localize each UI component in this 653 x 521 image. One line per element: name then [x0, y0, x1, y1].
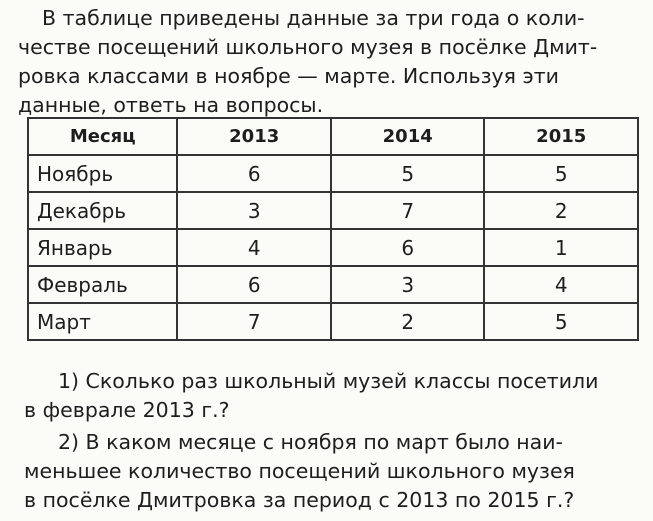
month-cell: Декабрь [28, 192, 177, 229]
value-cell: 6 [177, 155, 331, 192]
table-row [28, 155, 638, 192]
value-cell: 5 [484, 155, 638, 192]
value-cell: 6 [177, 266, 331, 303]
header-month: Месяц [28, 118, 177, 155]
value-cell: 5 [331, 155, 485, 192]
header-2013: 2013 [177, 118, 331, 155]
month-cell: Январь [28, 229, 177, 266]
value-cell: 7 [177, 303, 331, 340]
value-cell: 4 [177, 229, 331, 266]
question-2-line-1: 2) В каком месяце с ноября по март было наи- [58, 430, 563, 454]
table-header-row [28, 118, 638, 155]
question-2 [24, 428, 632, 515]
value-cell: 5 [484, 303, 638, 340]
table-row [28, 303, 638, 340]
value-cell: 2 [484, 192, 638, 229]
museum-visits-table [27, 117, 639, 341]
question-2-line-3: в посёлке Дмитровка за период с 2013 по 2015 г.? [24, 488, 575, 512]
value-cell: 7 [331, 192, 485, 229]
intro-text [18, 4, 636, 120]
intro-line-4: данные, ответь на вопросы. [18, 93, 324, 117]
question-1-line-2: в феврале 2013 г.? [24, 398, 230, 422]
month-cell: Март [28, 303, 177, 340]
question-1-line-1: 1) Сколько раз школьный музей классы посетили [58, 369, 599, 393]
question-2-line-2: меньшее количество посещений школьного музея [24, 459, 575, 483]
value-cell: 3 [177, 192, 331, 229]
table-row [28, 266, 638, 303]
question-1 [24, 367, 632, 425]
intro-line-3: ровка классами в ноябре — марте. Используя эти [18, 64, 559, 88]
table-row [28, 229, 638, 266]
header-2015: 2015 [484, 118, 638, 155]
header-2014: 2014 [331, 118, 485, 155]
month-cell: Февраль [28, 266, 177, 303]
value-cell: 2 [331, 303, 485, 340]
value-cell: 1 [484, 229, 638, 266]
table-row [28, 192, 638, 229]
value-cell: 3 [331, 266, 485, 303]
value-cell: 4 [484, 266, 638, 303]
intro-line-1: В таблице приведены данные за три года о коли- [42, 6, 585, 30]
month-cell: Ноябрь [28, 155, 177, 192]
intro-line-2: честве посещений школьного музея в посёлке Дмит- [18, 35, 598, 59]
value-cell: 6 [331, 229, 485, 266]
